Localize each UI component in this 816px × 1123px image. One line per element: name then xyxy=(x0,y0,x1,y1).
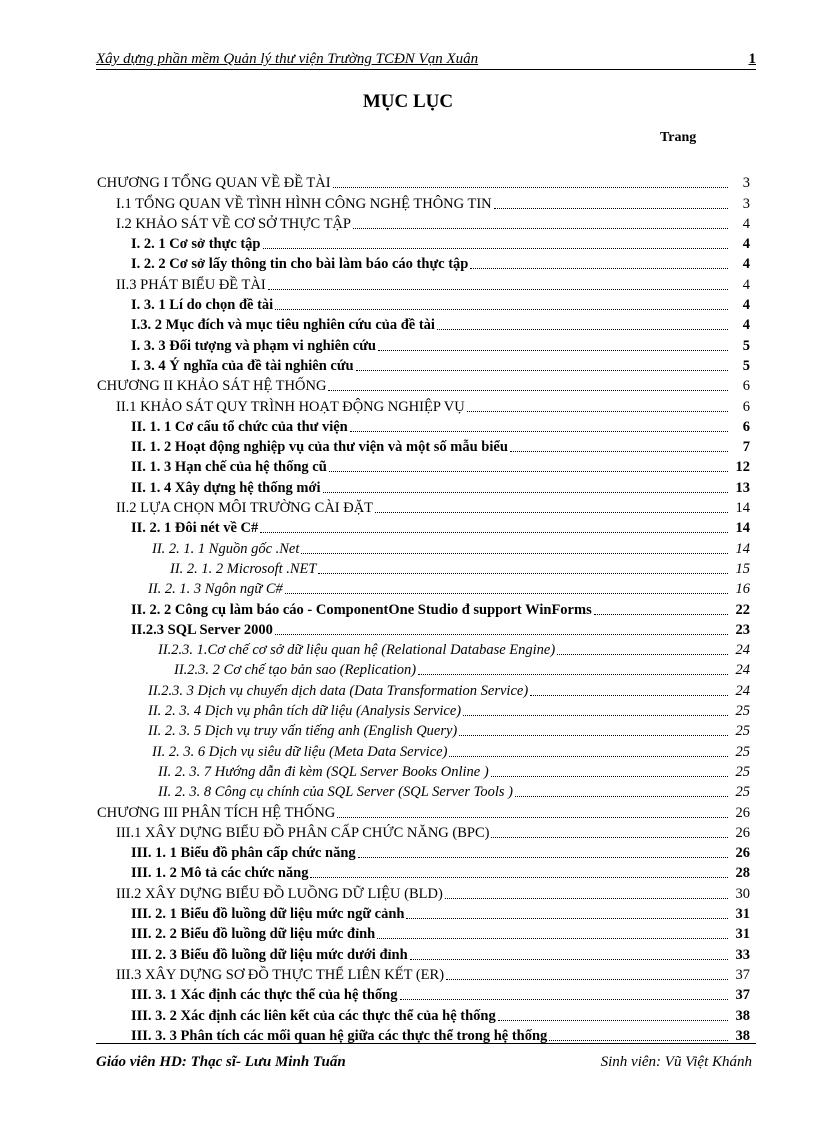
toc-entry-page: 4 xyxy=(742,276,750,293)
toc-entry-page: 38 xyxy=(735,1007,750,1024)
toc-leader-dots xyxy=(498,1019,728,1021)
toc-leader-dots xyxy=(449,755,728,757)
toc-leader-dots xyxy=(437,328,728,330)
toc-entry-title: II. 2. 3. 4 Dịch vụ phân tích dữ liệu (Analysis Service) xyxy=(148,703,462,720)
toc-leader-dots xyxy=(377,937,728,939)
toc-entry[interactable] xyxy=(152,537,750,557)
header-title: Xây dựng phần mềm Quản lý thư viện Trường TCĐN Vạn Xuân xyxy=(96,51,479,67)
toc-entry[interactable] xyxy=(131,253,750,273)
toc-entry[interactable] xyxy=(97,172,750,192)
toc-entry[interactable] xyxy=(158,639,750,659)
toc-entry-title: I.1 TỔNG QUAN VỀ TÌNH HÌNH CÔNG NGHỆ THÔNG TIN xyxy=(116,195,492,212)
toc-entry-title: III.3 XÂY DỰNG SƠ ĐỒ THỰC THỂ LIÊN KẾT (ER) xyxy=(116,966,445,983)
toc-entry[interactable] xyxy=(116,822,750,842)
toc-entry-page: 25 xyxy=(735,763,750,780)
toc-entry-page: 7 xyxy=(742,439,750,456)
toc-entry-page: 23 xyxy=(735,621,750,638)
toc-entry[interactable] xyxy=(116,964,750,984)
footer-rule xyxy=(96,1043,756,1045)
toc-entry-title: II.2.3. 1.Cơ chế cơ sở dữ liệu quan hệ (Relational Database Engine) xyxy=(158,642,556,659)
toc-entry-page: 31 xyxy=(735,906,750,923)
toc-entry-page: 4 xyxy=(742,317,750,334)
toc-entry[interactable] xyxy=(131,416,750,436)
toc-leader-dots xyxy=(594,613,728,615)
toc-entry[interactable] xyxy=(116,497,750,517)
toc-entry-page: 6 xyxy=(742,378,750,395)
toc-entry-title: CHƯƠNG I TỔNG QUAN VỀ ĐỀ TÀI xyxy=(97,175,331,192)
toc-entry-page: 30 xyxy=(735,885,750,902)
toc-entry[interactable] xyxy=(158,761,750,781)
toc-entry[interactable] xyxy=(131,355,750,375)
toc-leader-dots xyxy=(459,734,728,736)
toc-entry[interactable] xyxy=(131,477,750,497)
toc-leader-dots xyxy=(530,694,728,696)
toc-leader-dots xyxy=(445,897,728,899)
toc-leader-dots xyxy=(446,978,728,980)
toc-entry-title: III. 3. 3 Phân tích các mối quan hệ giữa các thực thể trong hệ thống xyxy=(131,1027,548,1044)
toc-entry-title: III. 2. 3 Biểu đồ luồng dữ liệu mức dưới đỉnh xyxy=(131,946,408,963)
toc-entry-title: III. 2. 1 Biểu đồ luồng dữ liệu mức ngữ cảnh xyxy=(131,906,405,923)
toc-entry-page: 38 xyxy=(735,1027,750,1044)
toc-entry-page: 4 xyxy=(742,236,750,253)
toc-entry-title: III. 3. 1 Xác định các thực thể của hệ thống xyxy=(131,987,398,1004)
toc-entry[interactable] xyxy=(116,213,750,233)
toc-entry-page: 15 xyxy=(735,560,750,577)
toc-entry-page: 26 xyxy=(735,845,750,862)
toc-entry-page: 3 xyxy=(742,175,750,192)
toc-leader-dots xyxy=(310,876,728,878)
toc-entry-title: III. 1. 2 Mô tả các chức năng xyxy=(131,865,309,882)
toc-leader-dots xyxy=(358,856,728,858)
toc-leader-dots xyxy=(378,349,728,351)
toc-entry-page: 31 xyxy=(735,926,750,943)
toc-entry-page: 5 xyxy=(742,357,750,374)
toc-entry-page: 37 xyxy=(735,987,750,1004)
toc-leader-dots xyxy=(260,531,728,533)
toc-entry[interactable] xyxy=(131,294,750,314)
toc-entry-page: 24 xyxy=(735,682,750,699)
header-page-number: 1 xyxy=(748,51,756,67)
toc-entry-page: 25 xyxy=(735,723,750,740)
toc-entry-page: 26 xyxy=(735,824,750,841)
toc-entry-page: 14 xyxy=(735,520,750,537)
toc-entry-title: I.2 KHẢO SÁT VỀ CƠ SỞ THỰC TẬP xyxy=(116,215,351,232)
toc-entry-title: CHƯƠNG III PHÂN TÍCH HỆ THỐNG xyxy=(97,804,336,821)
toc-entry-title: III.1 XÂY DỰNG BIỂU ĐỒ PHÂN CẤP CHỨC NĂNG (BPC) xyxy=(116,824,490,841)
toc-entry-page: 28 xyxy=(735,865,750,882)
toc-entry[interactable] xyxy=(131,456,750,476)
toc-entry-page: 13 xyxy=(735,479,750,496)
toc-entry-title: II.1 KHẢO SÁT QUY TRÌNH HOẠT ĐỘNG NGHIỆP VỤ xyxy=(116,398,465,415)
toc-leader-dots xyxy=(406,917,728,919)
toc-entry[interactable] xyxy=(170,558,750,578)
toc-entry-title: II. 1. 4 Xây dựng hệ thống mới xyxy=(131,479,321,496)
toc-entry-title: II. 2. 3. 8 Công cụ chính của SQL Server (SQL Server Tools ) xyxy=(158,784,513,801)
toc-entry-page: 37 xyxy=(735,966,750,983)
toc-entry[interactable] xyxy=(131,233,750,253)
toc-entry-title: II.2.3 SQL Server 2000 xyxy=(131,621,273,638)
toc-entry-page: 3 xyxy=(742,195,750,212)
toc-entry-title: II. 2. 3. 5 Dịch vụ truy vấn tiếng anh (English Query) xyxy=(148,723,458,740)
toc-entry-page: 4 xyxy=(742,256,750,273)
toc-leader-dots xyxy=(268,288,728,290)
toc-leader-dots xyxy=(356,369,728,371)
toc-entry-title: II.3 PHÁT BIỂU ĐỀ TÀI xyxy=(116,276,266,293)
toc-entry-page: 24 xyxy=(735,642,750,659)
toc-leader-dots xyxy=(353,227,728,229)
toc-heading: MỤC LỤC xyxy=(362,91,454,112)
page-column-label: Trang xyxy=(660,130,697,145)
toc-entry[interactable] xyxy=(148,680,750,700)
toc-entry[interactable] xyxy=(148,720,750,740)
footer-teacher: Giáo viên HD: Thạc sĩ- Lưu Minh Tuấn xyxy=(96,1054,346,1070)
toc-entry[interactable] xyxy=(131,598,750,618)
toc-leader-dots xyxy=(494,207,728,209)
toc-entry-title: I. 3. 1 Lí do chọn đề tài xyxy=(131,297,274,314)
toc-entry-title: II. 1. 3 Hạn chế của hệ thống cũ xyxy=(131,459,327,476)
toc-entry[interactable] xyxy=(131,619,750,639)
toc-leader-dots xyxy=(263,247,729,249)
toc-entry-title: II. 1. 2 Hoạt động nghiệp vụ của thư viện và một số mẫu biểu xyxy=(131,439,508,456)
toc-leader-dots xyxy=(318,572,728,574)
toc-entry[interactable] xyxy=(131,334,750,354)
toc-entry-title: CHƯƠNG II KHẢO SÁT HỆ THỐNG xyxy=(97,378,327,395)
toc-entry[interactable] xyxy=(131,1025,750,1045)
toc-leader-dots xyxy=(375,511,728,513)
toc-leader-dots xyxy=(333,186,728,188)
toc-leader-dots xyxy=(470,267,728,269)
toc-entry-page: 16 xyxy=(735,581,750,598)
toc-leader-dots xyxy=(491,836,728,838)
toc-entry[interactable] xyxy=(174,659,750,679)
toc-entry-title: II.2.3. 3 Dịch vụ chuyển dịch data (Data Transformation Service) xyxy=(148,682,529,699)
toc-entry[interactable] xyxy=(116,883,750,903)
toc-entry[interactable] xyxy=(131,517,750,537)
toc-entry-title: III. 1. 1 Biểu đồ phân cấp chức năng xyxy=(131,845,356,862)
toc-entry-title: II.2 LỰA CHỌN MÔI TRƯỜNG CÀI ĐẶT xyxy=(116,500,374,517)
toc-entry[interactable] xyxy=(131,314,750,334)
toc-entry-title: II. 2. 1 Đôi nét về C# xyxy=(131,520,259,537)
toc-leader-dots xyxy=(400,998,729,1000)
toc-entry[interactable] xyxy=(131,923,750,943)
toc-entry-page: 6 xyxy=(742,418,750,435)
toc-entry[interactable] xyxy=(148,700,750,720)
toc-entry-page: 25 xyxy=(735,784,750,801)
toc-leader-dots xyxy=(350,430,728,432)
toc-leader-dots xyxy=(515,795,728,797)
toc-entry-page: 4 xyxy=(742,215,750,232)
toc-leader-dots xyxy=(491,775,728,777)
toc-entry-page: 4 xyxy=(742,297,750,314)
toc-leader-dots xyxy=(329,470,728,472)
toc-entry[interactable] xyxy=(116,192,750,212)
toc-entry[interactable] xyxy=(116,395,750,415)
toc-entry-title: III. 3. 2 Xác định các liên kết của các thực thể của hệ thống xyxy=(131,1007,496,1024)
toc-entry-page: 6 xyxy=(742,398,750,415)
toc-entry-page: 12 xyxy=(735,459,750,476)
toc-leader-dots xyxy=(549,1039,728,1041)
toc-leader-dots xyxy=(285,592,728,594)
toc-entry-title: I. 2. 2 Cơ sở lấy thông tin cho bài làm báo cáo thực tập xyxy=(131,256,469,273)
toc-leader-dots xyxy=(323,491,728,493)
toc-entry-title: I. 3. 4 Ý nghĩa của đề tài nghiên cứu xyxy=(131,357,354,374)
toc-entry-title: III.2 XÂY DỰNG BIỂU ĐỒ LUỒNG DỮ LIỆU (BLD) xyxy=(116,885,443,902)
toc-entry-title: II. 2. 3. 7 Hướng dẫn đi kèm (SQL Server Books Online ) xyxy=(158,763,489,780)
toc-entry[interactable] xyxy=(97,375,750,395)
toc-entry[interactable] xyxy=(131,903,750,923)
toc-entry-page: 26 xyxy=(735,804,750,821)
toc-entry-page: 33 xyxy=(735,946,750,963)
toc-entry[interactable] xyxy=(131,943,750,963)
toc-entry-title: I. 3. 3 Đối tượng và phạm vi nghiên cứu xyxy=(131,337,376,354)
toc-entry[interactable] xyxy=(131,1004,750,1024)
toc-leader-dots xyxy=(410,958,728,960)
toc-entry-title: I.3. 2 Mục đích và mục tiêu nghiên cứu của đề tài xyxy=(131,317,435,334)
toc-entry[interactable] xyxy=(152,740,750,760)
toc-entry-page: 5 xyxy=(742,337,750,354)
toc-entry-page: 25 xyxy=(735,703,750,720)
toc-entry[interactable] xyxy=(131,984,750,1004)
toc-entry-title: II. 1. 1 Cơ cấu tổ chức của thư viện xyxy=(131,418,348,435)
toc-leader-dots xyxy=(463,714,728,716)
toc-entry-page: 14 xyxy=(735,500,750,517)
toc-entry[interactable] xyxy=(97,801,750,821)
toc-entry-title: II. 2. 2 Công cụ làm báo cáo - ComponentOne Studio đ support WinForms xyxy=(131,601,592,618)
toc-entry[interactable] xyxy=(148,578,750,598)
toc-leader-dots xyxy=(328,389,728,391)
toc-leader-dots xyxy=(337,816,728,818)
toc-entry-page: 24 xyxy=(735,662,750,679)
toc-leader-dots xyxy=(418,673,728,675)
page-header xyxy=(96,49,756,70)
toc-leader-dots xyxy=(510,450,728,452)
toc-entry[interactable] xyxy=(131,862,750,882)
toc-entry[interactable] xyxy=(116,274,750,294)
toc-entry[interactable] xyxy=(131,436,750,456)
toc-leader-dots xyxy=(467,410,728,412)
toc-leader-dots xyxy=(275,633,728,635)
toc-entry-title: III. 2. 2 Biểu đồ luồng dữ liệu mức đỉnh xyxy=(131,926,376,943)
toc-entry[interactable] xyxy=(158,781,750,801)
toc-leader-dots xyxy=(275,308,728,310)
toc-entry-page: 22 xyxy=(735,601,750,618)
toc-leader-dots xyxy=(557,653,728,655)
toc-entry-title: II. 2. 1. 2 Microsoft .NET xyxy=(170,560,317,577)
footer-student: Sinh viên: Vũ Việt Khánh xyxy=(600,1054,752,1070)
toc-leader-dots xyxy=(301,552,728,554)
toc-entry-title: II.2.3. 2 Cơ chế tạo bản sao (Replication) xyxy=(174,662,417,679)
toc-entry-title: I. 2. 1 Cơ sở thực tập xyxy=(131,236,261,253)
toc-entry-page: 25 xyxy=(735,743,750,760)
toc-entry[interactable] xyxy=(131,842,750,862)
toc-entry-title: II. 2. 1. 1 Nguồn gốc .Net xyxy=(152,540,300,557)
toc-entry-title: II. 2. 1. 3 Ngôn ngữ C# xyxy=(148,581,283,598)
toc-entry-page: 14 xyxy=(735,540,750,557)
toc-entry-title: II. 2. 3. 6 Dịch vụ siêu dữ liệu (Meta Data Service) xyxy=(152,743,448,760)
